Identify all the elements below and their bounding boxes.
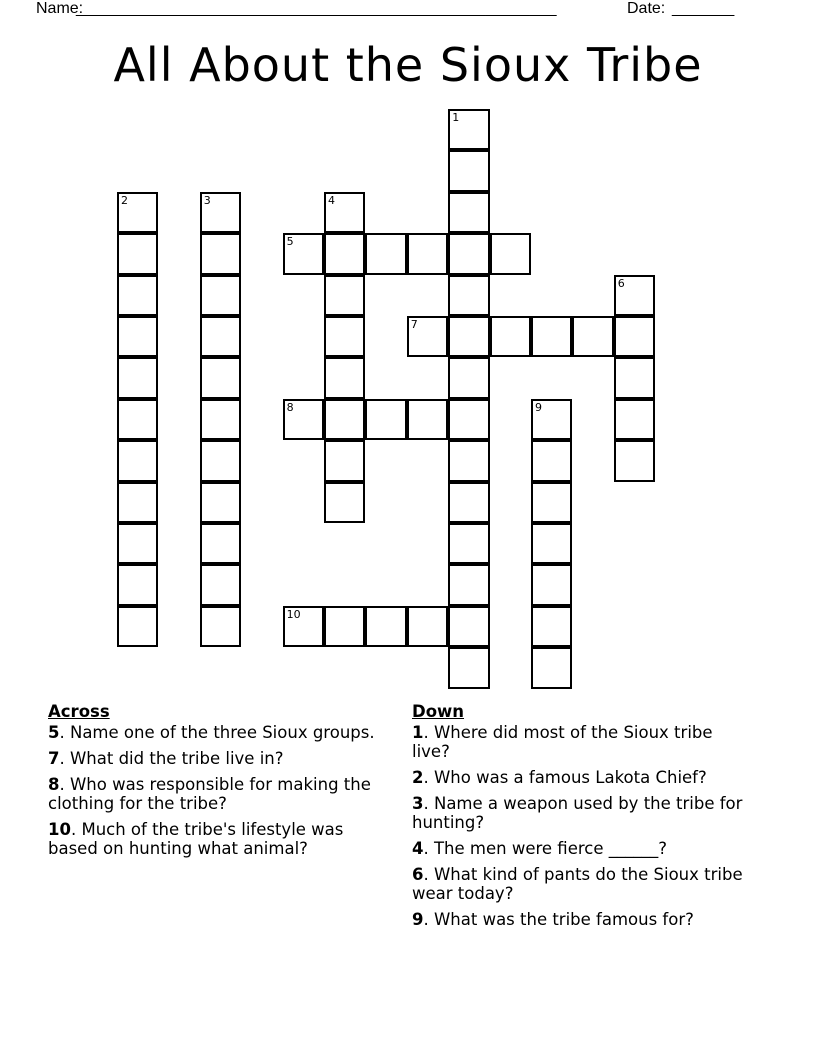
clue-number: 6: [412, 865, 424, 884]
crossword-cell[interactable]: [614, 316, 655, 357]
crossword-cell[interactable]: [448, 399, 489, 440]
crossword-cell[interactable]: [283, 606, 324, 647]
crossword-cell[interactable]: [531, 523, 572, 564]
clue-text: . Name a weapon used by the tribe for hunting?: [412, 794, 743, 832]
crossword-cell[interactable]: [117, 316, 158, 357]
crossword-cell[interactable]: [448, 192, 489, 233]
clue-number: 6: [617, 276, 625, 290]
clue-number: 10: [48, 820, 71, 839]
clue-text: . The men were fierce ______?: [423, 839, 667, 858]
crossword-cell[interactable]: [365, 399, 406, 440]
crossword-cell[interactable]: [200, 606, 241, 647]
crossword-cell[interactable]: [324, 606, 365, 647]
crossword-cell[interactable]: [531, 440, 572, 481]
across-clue: [48, 749, 388, 768]
name-field[interactable]: ______________________________________________________: [76, 0, 557, 17]
across-clue: [48, 723, 388, 742]
crossword-cell[interactable]: [448, 647, 489, 688]
crossword-cell[interactable]: [490, 316, 531, 357]
clue-number: 9: [535, 400, 542, 414]
across-heading: Across: [48, 702, 110, 721]
crossword-cell[interactable]: [117, 233, 158, 274]
crossword-cell[interactable]: [365, 233, 406, 274]
crossword-cell[interactable]: [324, 482, 365, 523]
clue-number: 10: [286, 607, 301, 621]
page-title: All About the Sioux Tribe: [113, 38, 703, 92]
crossword-cell[interactable]: [200, 275, 241, 316]
crossword-cell[interactable]: [531, 606, 572, 647]
crossword-cell[interactable]: [324, 233, 365, 274]
clue-text: . What was the tribe famous for?: [423, 910, 694, 929]
crossword-cell[interactable]: [531, 399, 572, 440]
crossword-cell[interactable]: [200, 399, 241, 440]
crossword-cell[interactable]: [117, 564, 158, 605]
crossword-cell[interactable]: [448, 482, 489, 523]
crossword-cell[interactable]: [200, 192, 241, 233]
crossword-cell[interactable]: [614, 275, 655, 316]
crossword-cell[interactable]: [324, 192, 365, 233]
crossword-cell[interactable]: [324, 316, 365, 357]
across-clue: [48, 820, 388, 858]
crossword-cell[interactable]: [407, 316, 448, 357]
crossword-cell[interactable]: [324, 399, 365, 440]
clue-number: 1: [452, 111, 460, 124]
crossword-cell[interactable]: [614, 440, 655, 481]
down-clue: [412, 839, 752, 858]
down-heading: Down: [412, 702, 465, 721]
crossword-cell[interactable]: [572, 316, 613, 357]
crossword-cell[interactable]: [448, 316, 489, 357]
clue-number: 7: [48, 749, 60, 768]
clue-text: . Who was a famous Lakota Chief?: [423, 768, 707, 787]
crossword-cell[interactable]: [200, 440, 241, 481]
clue-number: 2: [121, 193, 128, 207]
crossword-cell[interactable]: [448, 440, 489, 481]
clue-number: 2: [412, 768, 424, 787]
crossword-cell[interactable]: [283, 233, 324, 274]
crossword-cell[interactable]: [324, 275, 365, 316]
clue-number: 1: [412, 723, 424, 742]
crossword-cell[interactable]: [614, 357, 655, 398]
crossword-cell[interactable]: [448, 564, 489, 605]
crossword-cell[interactable]: [117, 399, 158, 440]
down-clue: [412, 910, 752, 929]
clue-number: 7: [410, 318, 418, 331]
clue-number: 5: [286, 235, 294, 249]
name-label: Name:: [36, 0, 84, 17]
clue-number: 4: [328, 193, 335, 207]
crossword-cell[interactable]: [283, 399, 324, 440]
clue-text: . Much of the tribe's lifestyle was based on hunting what animal?: [48, 820, 344, 858]
down-clues: [412, 702, 752, 936]
clue-text: . Who was responsible for making the clothing for the tribe?: [48, 775, 371, 813]
clue-number: 8: [286, 400, 294, 414]
down-clue: [412, 865, 752, 903]
crossword-cell[interactable]: [531, 564, 572, 605]
crossword-cell[interactable]: [490, 233, 531, 274]
crossword-cell[interactable]: [200, 564, 241, 605]
crossword-cell[interactable]: [117, 357, 158, 398]
crossword-cell[interactable]: [448, 523, 489, 564]
crossword-cell[interactable]: [531, 316, 572, 357]
clue-number: 3: [412, 794, 424, 813]
crossword-cell[interactable]: [448, 109, 489, 150]
date-field[interactable]: _______: [672, 0, 735, 17]
down-clue: [412, 768, 752, 787]
clue-text: . What kind of pants do the Sioux tribe wear today?: [412, 865, 743, 903]
crossword-cell[interactable]: [200, 316, 241, 357]
crossword-cell[interactable]: [200, 233, 241, 274]
crossword-cell[interactable]: [448, 275, 489, 316]
clue-number: 3: [203, 193, 211, 207]
crossword-cell[interactable]: [448, 150, 489, 191]
crossword-cell[interactable]: [117, 606, 158, 647]
crossword-cell[interactable]: [200, 482, 241, 523]
crossword-cell[interactable]: [200, 357, 241, 398]
crossword-cell[interactable]: [448, 357, 489, 398]
crossword-cell[interactable]: [117, 523, 158, 564]
crossword-cell[interactable]: [365, 606, 406, 647]
crossword-cell[interactable]: [448, 233, 489, 274]
crossword-cell[interactable]: [324, 357, 365, 398]
clue-text: . Where did most of the Sioux tribe live?: [412, 723, 713, 761]
crossword-cell[interactable]: [117, 440, 158, 481]
crossword-cell[interactable]: [117, 482, 158, 523]
crossword-cell[interactable]: [448, 606, 489, 647]
crossword-cell[interactable]: [324, 440, 365, 481]
crossword-cell[interactable]: [531, 482, 572, 523]
crossword-cell[interactable]: [531, 647, 572, 688]
crossword-cell[interactable]: [407, 233, 448, 274]
across-clues: [48, 702, 388, 865]
crossword-cell[interactable]: [117, 192, 158, 233]
crossword-cell[interactable]: [407, 399, 448, 440]
clue-text: . What did the tribe live in?: [59, 749, 284, 768]
across-clue: [48, 775, 388, 813]
down-clue: [412, 794, 752, 832]
clue-number: 8: [48, 775, 60, 794]
date-label: Date:: [627, 0, 666, 17]
crossword-cell[interactable]: [614, 399, 655, 440]
crossword-cell[interactable]: [407, 606, 448, 647]
crossword-cell[interactable]: [200, 523, 241, 564]
clue-number: 9: [412, 910, 424, 929]
clue-text: . Name one of the three Sioux groups.: [59, 723, 375, 742]
crossword-cell[interactable]: [117, 275, 158, 316]
down-clue: [412, 723, 752, 761]
clue-number: 5: [48, 723, 60, 742]
clue-number: 4: [412, 839, 424, 858]
